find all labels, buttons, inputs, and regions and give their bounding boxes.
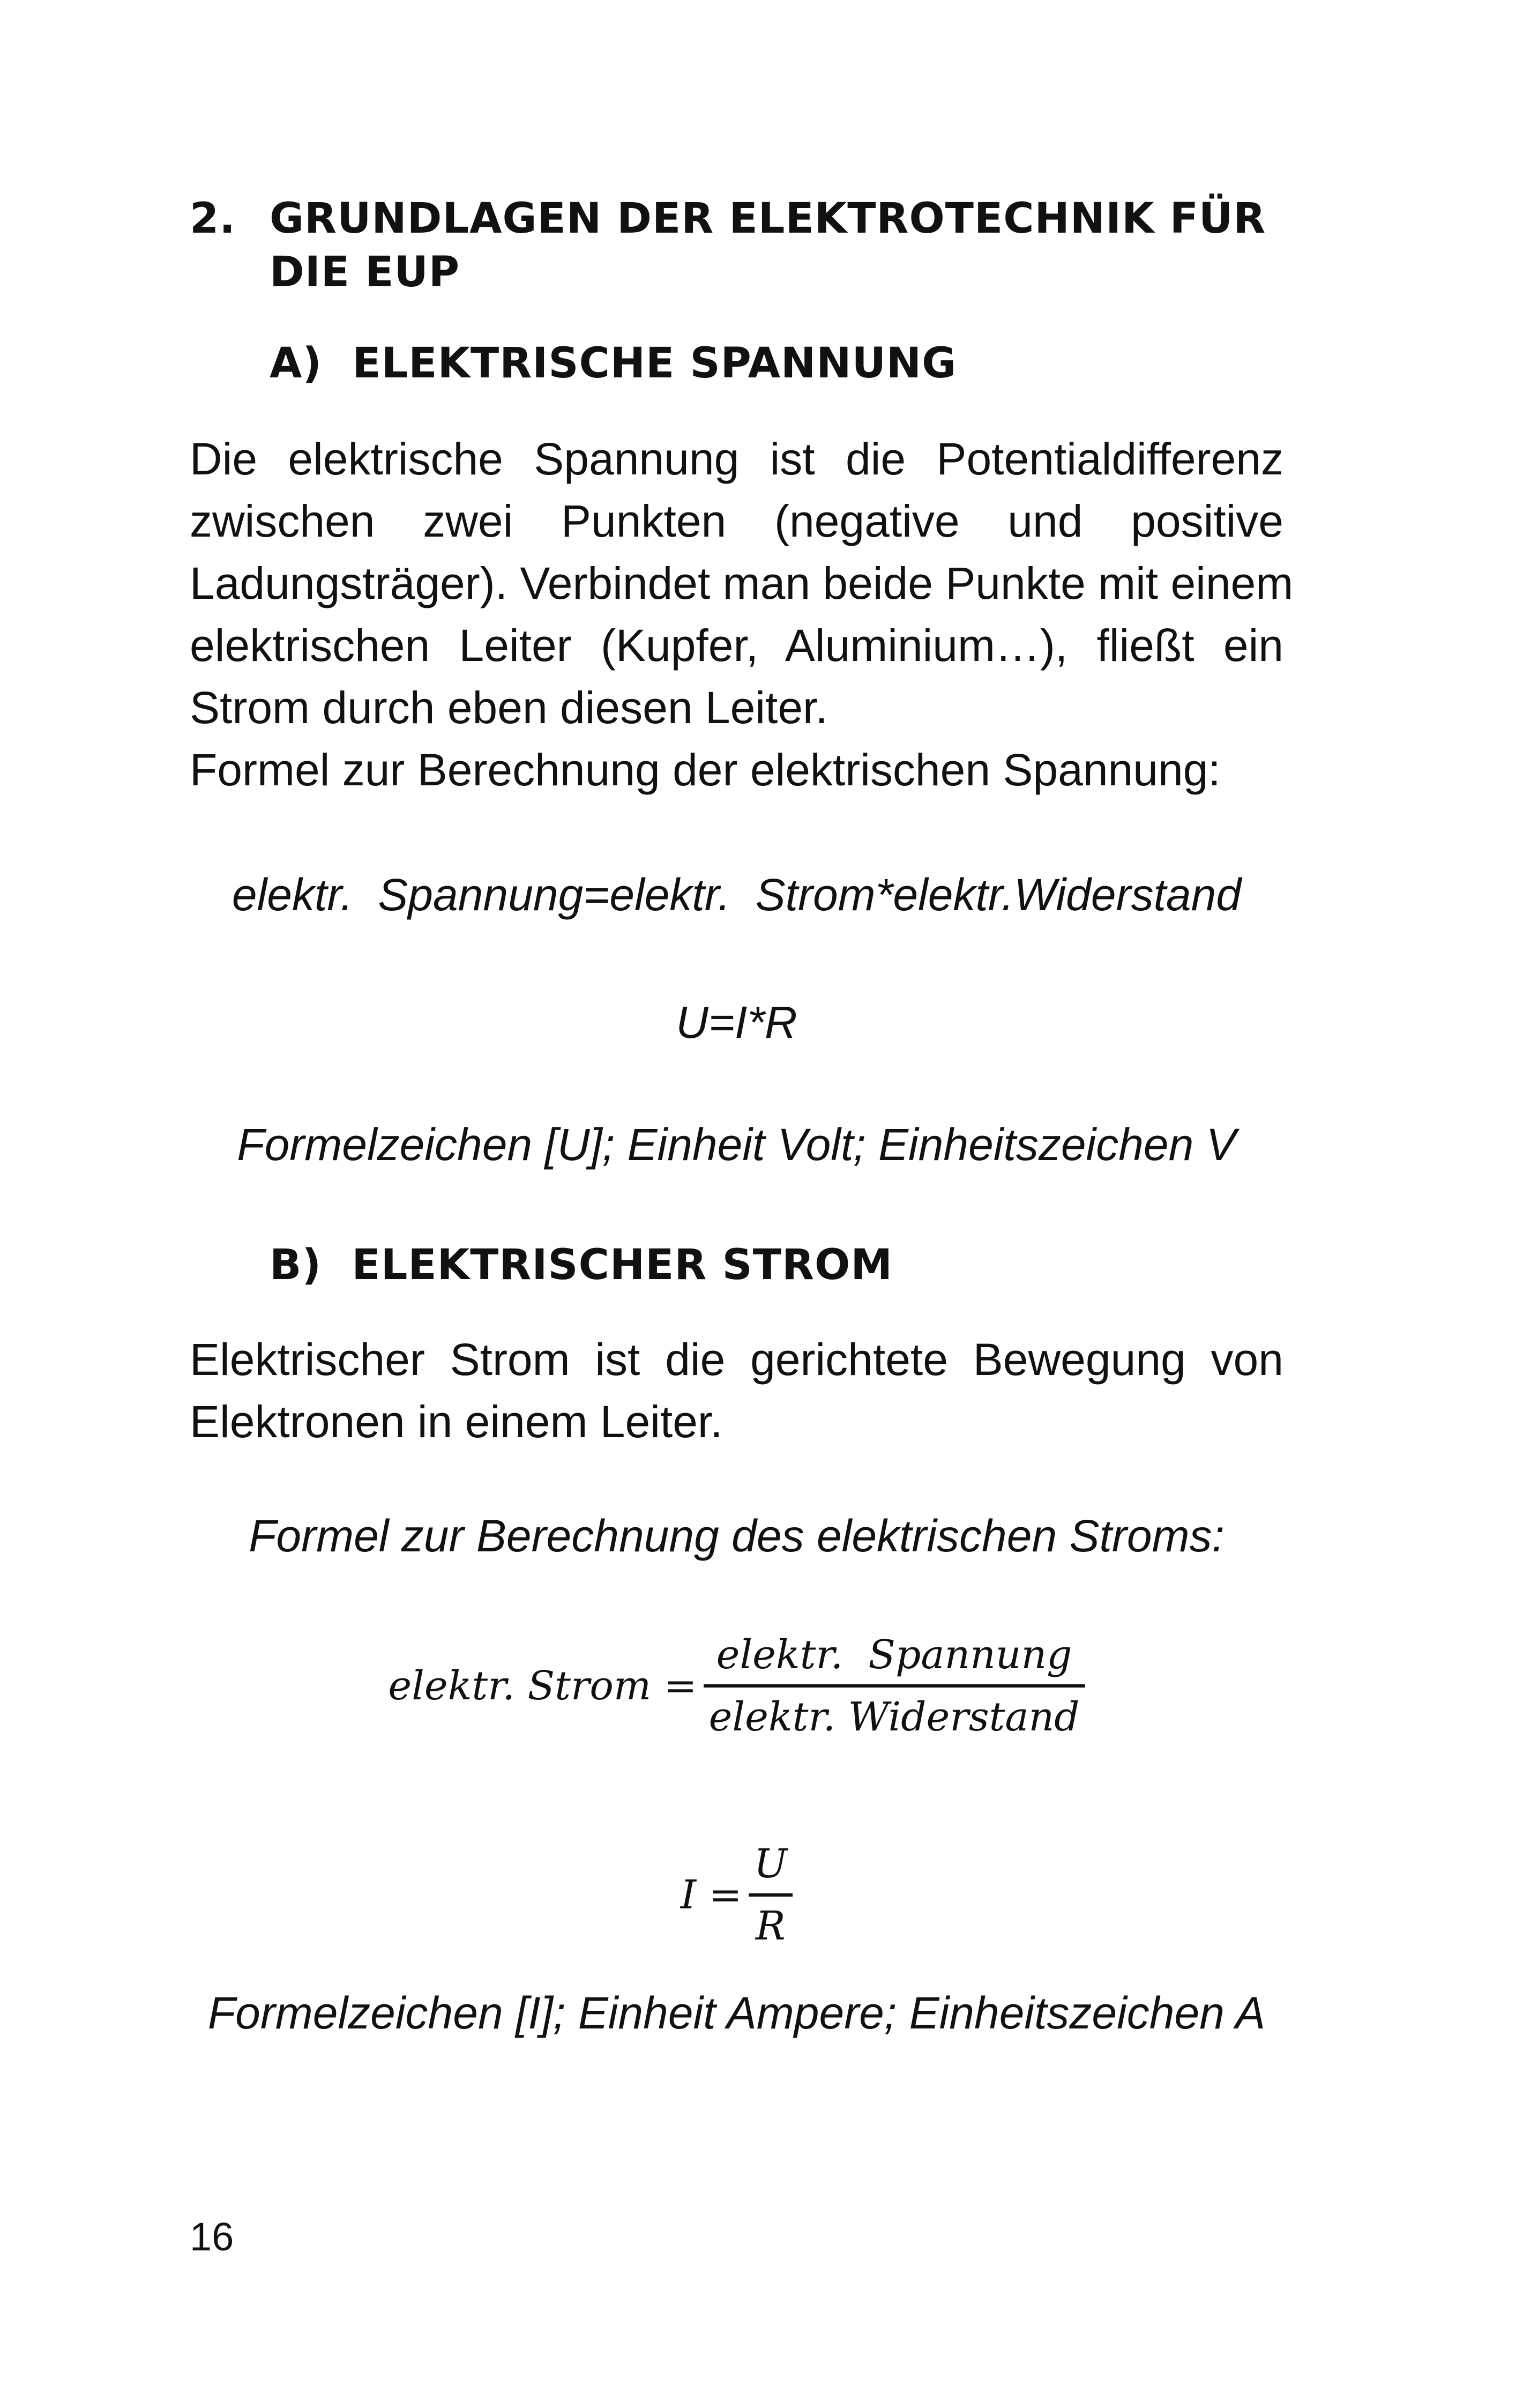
chapter-title <box>270 192 1266 299</box>
section-a-formula-intro: Formel zur Berechnung der elektrischen Spannung: <box>190 745 1221 795</box>
current-units-line: Formelzeichen [I]; Einheit Ampere; Einheitszeichen A <box>207 1988 1266 2038</box>
voltage-formula-words: elektr. Spannung=elektr. Strom*elektr.Widerstand <box>232 869 1242 920</box>
section-b-line-2: Elektronen in einem Leiter. <box>190 1396 723 1447</box>
current-formula-words-denominator: elektr. Widerstand <box>708 1694 1080 1740</box>
section-a-line-3: Ladungsträger). Verbindet man beide Punkte mit einem <box>190 558 1294 608</box>
section-a-line-2: zwischen zwei Punkten (negative und positive <box>190 496 1283 546</box>
page-number: 16 <box>190 2214 234 2259</box>
chapter-title-line-1: GRUNDLAGEN DER ELEKTROTECHNIK FÜR <box>270 195 1266 243</box>
chapter-number: 2. <box>190 195 236 243</box>
current-formula-words-fraction <box>704 1632 1085 1740</box>
section-a-heading: A) ELEKTRISCHE SPANNUNG <box>270 339 957 388</box>
current-formula-symbols-lhs: I = <box>680 1872 742 1918</box>
fraction-bar <box>704 1684 1085 1688</box>
section-b-line-1: Elektrischer Strom ist die gerichtete Bewegung von <box>190 1334 1283 1385</box>
fraction-bar <box>749 1893 793 1897</box>
current-formula-symbols-denominator: R <box>756 1903 786 1949</box>
section-b-paragraph <box>190 1328 1283 1453</box>
current-formula-words-numerator: elektr. Spannung <box>716 1632 1072 1678</box>
current-formula-words-lhs: elektr. Strom = <box>388 1663 697 1709</box>
section-a-paragraph <box>190 428 1294 801</box>
current-formula-symbols <box>190 1841 1283 1949</box>
current-formula-symbols-numerator: U <box>753 1841 788 1887</box>
chapter-title-line-2: DIE EUP <box>270 248 460 296</box>
voltage-units-line: Formelzeichen [U]; Einheit Volt; Einheitszeichen V <box>237 1119 1236 1170</box>
current-formula-intro: Formel zur Berechnung des elektrischen Stroms: <box>249 1511 1225 1561</box>
section-a-line-1: Die elektrische Spannung ist die Potentialdifferenz <box>190 434 1283 484</box>
current-formula-symbols-fraction <box>749 1841 793 1949</box>
section-b-heading: B) ELEKTRISCHER STROM <box>270 1241 893 1289</box>
current-formula-words <box>190 1632 1283 1740</box>
voltage-formula-symbols: U=I*R <box>676 997 797 1047</box>
section-a-line-5: Strom durch eben diesen Leiter. <box>190 682 828 733</box>
section-a-line-4: elektrischen Leiter (Kupfer, Aluminium…), fließt ein <box>190 620 1283 671</box>
